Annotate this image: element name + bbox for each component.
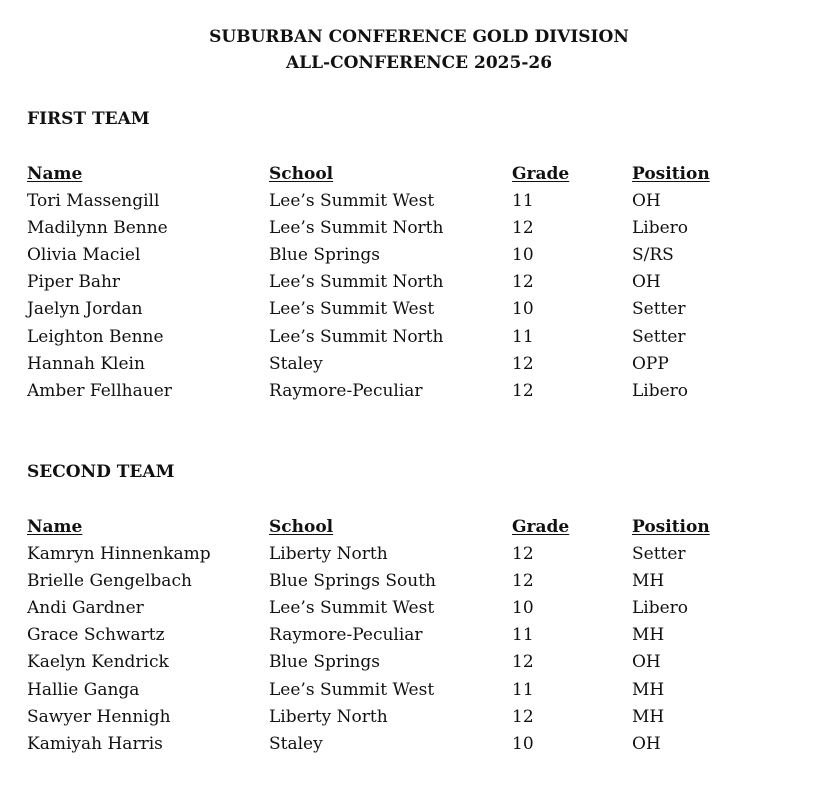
second-team-table — [27, 516, 827, 760]
column-header-name: Name — [27, 517, 83, 537]
player-school: Raymore-Peculiar — [269, 380, 423, 401]
table-row — [27, 624, 827, 651]
player-school: Blue Springs South — [269, 571, 437, 592]
player-name: Tori Massengill — [27, 191, 160, 212]
player-position: OPP — [632, 353, 669, 374]
player-position: OH — [632, 733, 661, 754]
player-grade: 12 — [512, 706, 534, 727]
player-school: Lee’s Summit West — [269, 679, 435, 700]
player-position: Libero — [632, 218, 689, 239]
document-subtitle: ALL-CONFERENCE 2025-26 — [285, 53, 553, 73]
table-row — [27, 679, 827, 706]
player-grade: 10 — [512, 245, 534, 266]
player-grade: 10 — [512, 733, 534, 754]
player-position: Setter — [632, 326, 686, 347]
column-header-school: School — [269, 517, 334, 537]
player-school: Lee’s Summit North — [269, 326, 444, 347]
player-position: Setter — [632, 544, 686, 565]
player-name: Hallie Ganga — [27, 679, 140, 700]
first-team-table — [27, 163, 827, 407]
player-school: Raymore-Peculiar — [269, 625, 423, 646]
table-row — [27, 244, 827, 271]
player-grade: 12 — [512, 353, 534, 374]
table-row — [27, 651, 827, 678]
table-row — [27, 190, 827, 217]
column-header-school: School — [269, 164, 334, 184]
player-position: Libero — [632, 380, 689, 401]
player-name: Madilynn Benne — [27, 218, 168, 239]
column-header-grade: Grade — [512, 517, 570, 537]
player-school: Liberty North — [269, 544, 388, 565]
table-row — [27, 217, 827, 244]
player-position: Libero — [632, 598, 689, 619]
document-title: SUBURBAN CONFERENCE GOLD DIVISION — [209, 27, 629, 47]
player-grade: 12 — [512, 571, 534, 592]
player-grade: 12 — [512, 380, 534, 401]
player-school: Liberty North — [269, 706, 388, 727]
player-school: Blue Springs — [269, 652, 380, 673]
player-grade: 10 — [512, 598, 534, 619]
table-row — [27, 733, 827, 760]
column-header-position: Position — [632, 517, 710, 537]
table-row — [27, 543, 827, 570]
first-team-rows — [27, 190, 827, 407]
player-school: Lee’s Summit West — [269, 191, 435, 212]
player-school: Staley — [269, 733, 323, 754]
player-position: MH — [632, 706, 665, 727]
player-school: Lee’s Summit North — [269, 218, 444, 239]
player-name: Kaelyn Kendrick — [27, 652, 169, 673]
table-header-row — [27, 163, 827, 190]
player-name: Sawyer Hennigh — [27, 706, 171, 727]
player-name: Kamiyah Harris — [27, 733, 163, 754]
table-row — [27, 706, 827, 733]
table-row — [27, 570, 827, 597]
player-name: Olivia Maciel — [27, 245, 141, 266]
player-grade: 11 — [512, 326, 534, 347]
player-name: Hannah Klein — [27, 353, 145, 374]
table-header-row — [27, 516, 827, 543]
player-grade: 11 — [512, 191, 534, 212]
player-position: S/RS — [632, 245, 674, 266]
player-grade: 12 — [512, 218, 534, 239]
table-row — [27, 298, 827, 325]
player-position: MH — [632, 571, 665, 592]
player-school: Lee’s Summit West — [269, 598, 435, 619]
player-name: Jaelyn Jordan — [27, 299, 143, 320]
player-position: OH — [632, 652, 661, 673]
player-grade: 11 — [512, 679, 534, 700]
column-header-grade: Grade — [512, 164, 570, 184]
player-name: Kamryn Hinnenkamp — [27, 544, 211, 565]
player-position: OH — [632, 272, 661, 293]
player-position: MH — [632, 625, 665, 646]
first-team-heading: FIRST TEAM — [27, 109, 150, 129]
player-grade: 10 — [512, 299, 534, 320]
player-grade: 12 — [512, 544, 534, 565]
player-grade: 11 — [512, 625, 534, 646]
player-name: Piper Bahr — [27, 272, 121, 293]
player-position: Setter — [632, 299, 686, 320]
table-row — [27, 353, 827, 380]
column-header-name: Name — [27, 164, 83, 184]
table-row — [27, 597, 827, 624]
player-grade: 12 — [512, 272, 534, 293]
player-grade: 12 — [512, 652, 534, 673]
player-name: Amber Fellhauer — [27, 380, 172, 401]
table-row — [27, 326, 827, 353]
table-row — [27, 271, 827, 298]
player-position: OH — [632, 191, 661, 212]
player-name: Grace Schwartz — [27, 625, 165, 646]
table-row — [27, 380, 827, 407]
player-position: MH — [632, 679, 665, 700]
player-school: Blue Springs — [269, 245, 380, 266]
player-school: Lee’s Summit North — [269, 272, 444, 293]
player-name: Brielle Gengelbach — [27, 571, 192, 592]
player-name: Leighton Benne — [27, 326, 164, 347]
player-school: Lee’s Summit West — [269, 299, 435, 320]
player-name: Andi Gardner — [27, 598, 144, 619]
column-header-position: Position — [632, 164, 710, 184]
second-team-rows — [27, 543, 827, 760]
player-school: Staley — [269, 353, 323, 374]
second-team-heading: SECOND TEAM — [27, 462, 175, 482]
